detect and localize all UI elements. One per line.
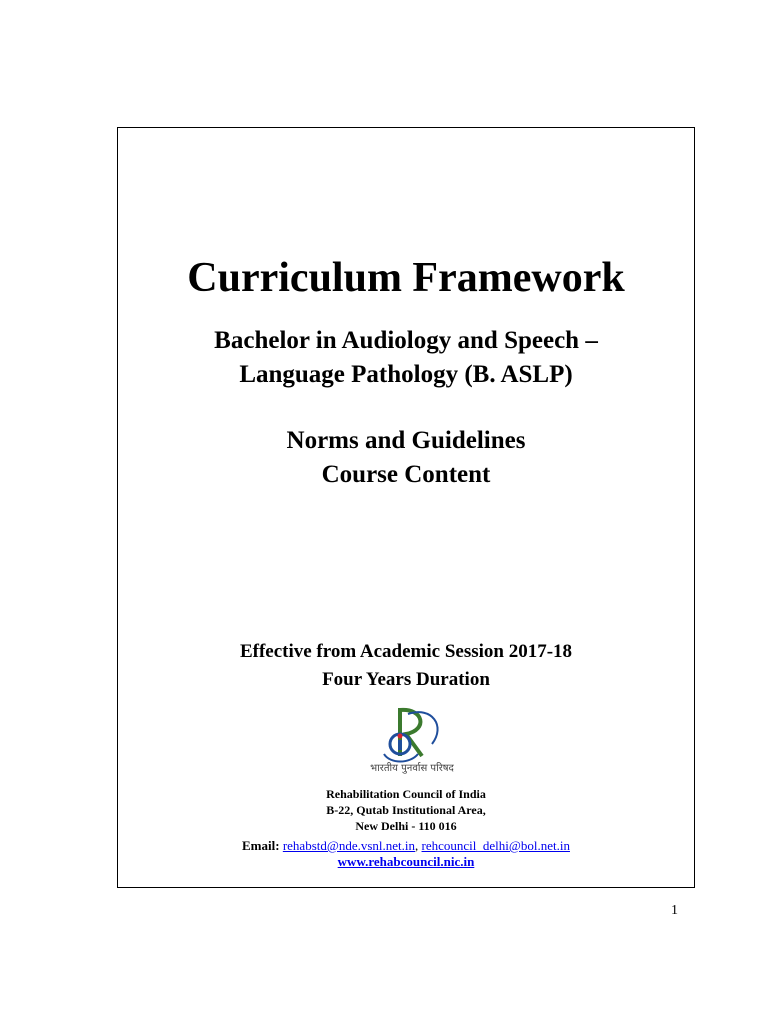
program-name: [117, 324, 695, 392]
address-line-2: New Delhi - 110 016: [355, 819, 457, 833]
effective-session: Effective from Academic Session 2017-18: [239, 641, 573, 662]
address-block: [117, 786, 695, 834]
course-content-line: Course Content: [321, 461, 491, 488]
email-link-rehabstd[interactable]: rehabstd@nde.vsnl.net.in: [282, 838, 416, 853]
program-line-1: Bachelor in Audiology and Speech –: [214, 327, 598, 354]
program-line-2: Language Pathology (B. ASLP): [239, 361, 573, 388]
website-link[interactable]: www.rehabcouncil.nic.in: [337, 854, 475, 869]
organization-name: Rehabilitation Council of India: [326, 787, 486, 801]
session-info: [117, 638, 695, 694]
page-number: 1: [671, 903, 678, 918]
document-title: Curriculum Framework: [187, 255, 625, 301]
email-label: Email:: [242, 838, 280, 853]
duration: Four Years Duration: [322, 669, 490, 690]
norms-line: Norms and Guidelines: [286, 427, 526, 454]
email-line: [117, 838, 695, 854]
email-link-rehcouncil[interactable]: rehcouncil_delhi@bol.net.in: [421, 838, 570, 853]
website-line: [117, 854, 695, 870]
document-subtitle: [117, 424, 695, 492]
logo-caption: भारतीय पुनर्वास परिषद: [370, 763, 454, 774]
email-separator: ,: [415, 838, 419, 853]
address-line-1: B-22, Qutab Institutional Area,: [326, 803, 486, 817]
